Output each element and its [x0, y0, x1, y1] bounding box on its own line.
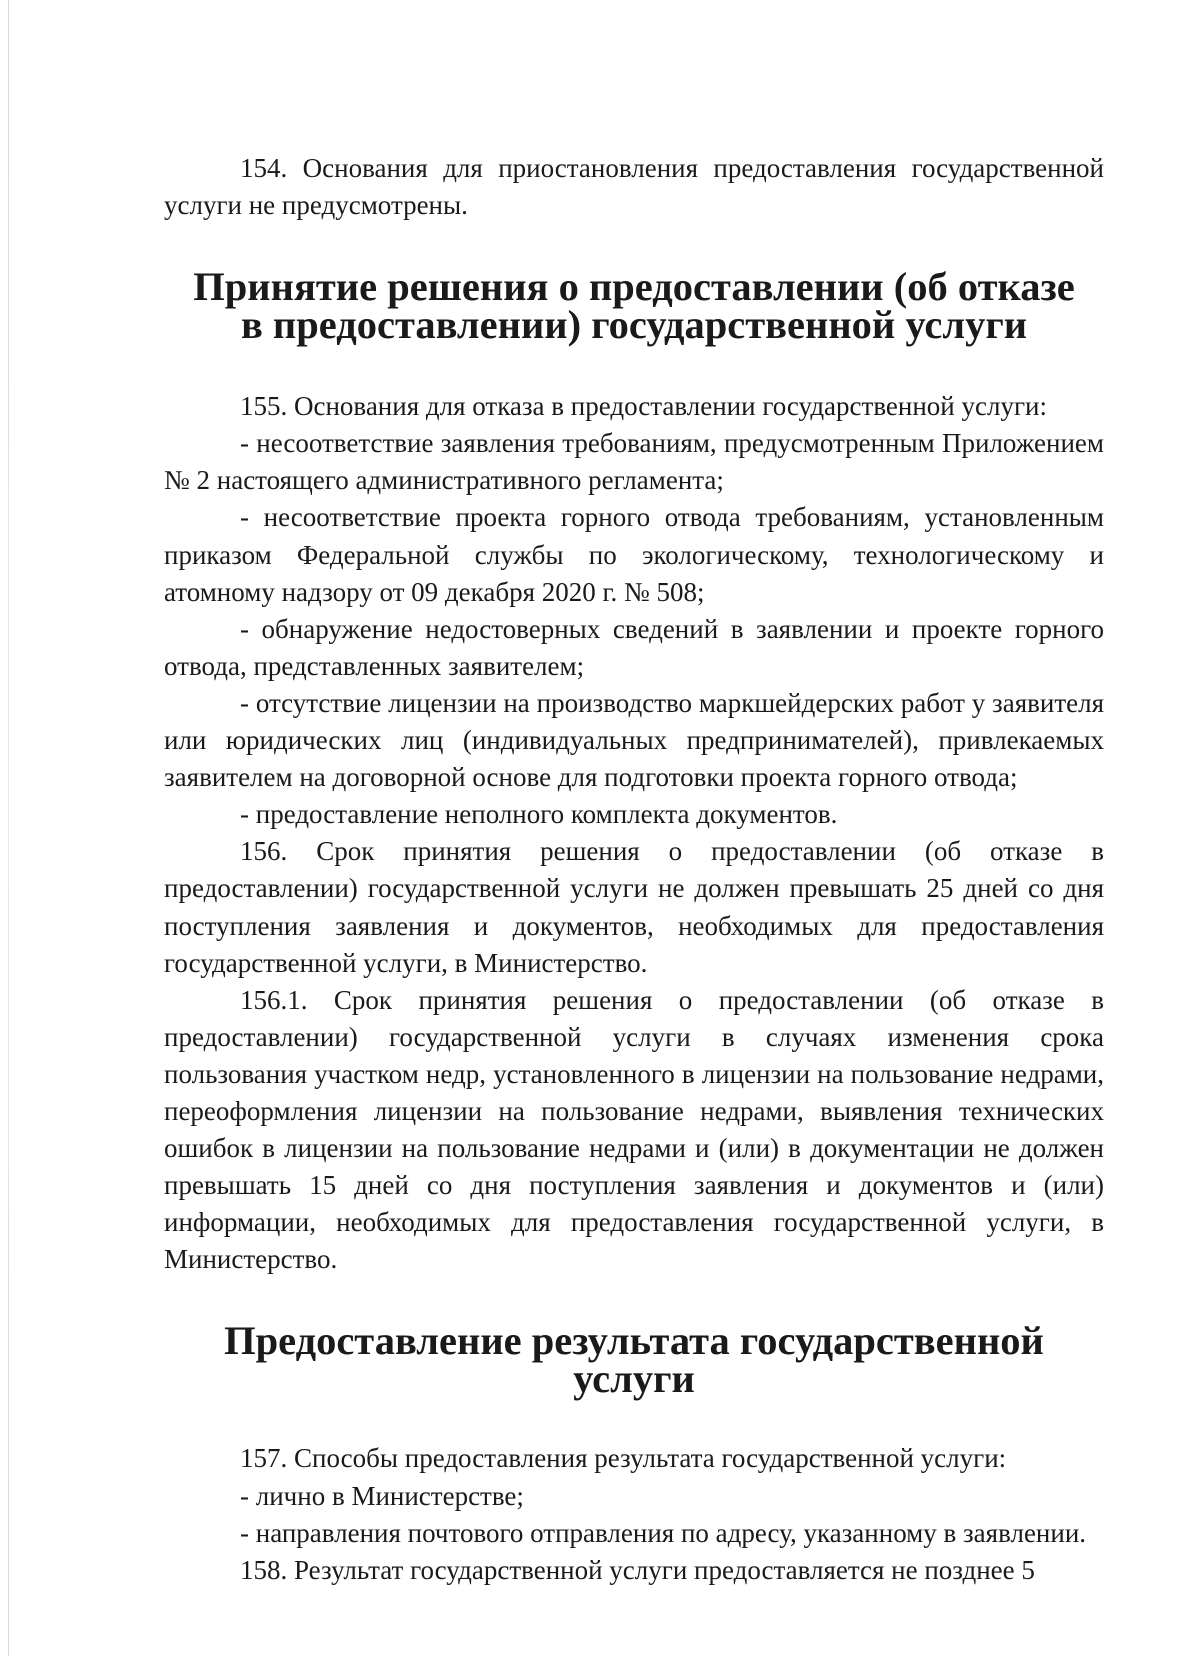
spacer: [164, 224, 1104, 268]
heading-line-1: Принятие решения о предоставлении (об отказе: [193, 264, 1075, 310]
section-heading-result: Предоставление результата государственной услуги: [224, 1318, 1044, 1402]
list-item-155-3: - обнаружение недостоверных сведений в заявлении и проекте горного отвода, представленных заявителем;: [164, 613, 1104, 681]
paragraph-155: 155. Основания для отказа в предоставлении государственной услуги:: [240, 391, 1047, 422]
list-item-155-1: - несоответствие заявления требованиям, предусмотренным Приложением № 2 настоящего административного регламента;: [164, 428, 1104, 496]
list-item-157-2: - направления почтового отправления по адресу, указанному в заявлении.: [240, 1517, 1087, 1548]
heading-line-2: в предоставлении) государственной услуги: [240, 302, 1028, 348]
list-item-155-5: - предоставление неполного комплекта документов.: [240, 799, 838, 830]
paragraph-157: 157. Способы предоставления результата государственной услуги:: [240, 1443, 1007, 1474]
list-item-155-2: - несоответствие проекта горного отвода требованиям, установленным приказом Федеральной службы по экологическому, технологическому и атомному надзору от 09 декабря 2020 г. № 508;: [164, 502, 1104, 607]
spacer: [164, 1398, 1104, 1440]
paragraph-156-1: 156.1. Срок принятия решения о предоставлении (об отказе в предоставлении) государственной услуги в случаях изменения срока пользования участком недр, установленного в лицензии на пользование недрами, переоформления лицензии на пользование недрами, выявления технических ошибок в лицензии на пользование недрами и (или) в документации не должен превышать 15 дней со дня поступления заявления и документов и (или) информации, необходимых для предоставления государственной услуги, в Министерство.: [164, 984, 1104, 1275]
list-item-155-4: - отсутствие лицензии на производство маркшейдерских работ у заявителя или юридических лиц (индивидуальных предпринимателей), привлекаемых заявителем на договорной основе для подготовки проекта горного отвода;: [164, 687, 1104, 793]
section-heading-decision: [164, 264, 1104, 348]
spacer: [164, 1278, 1104, 1322]
paragraph-154: 154. Основания для приостановления предоставления государственной услуги не предусмотрены.: [164, 153, 1104, 221]
paragraph-156: 156. Срок принятия решения о предоставлении (об отказе в предоставлении) государственной услуги не должен превышать 25 дней со дня поступления заявления и документов, необходимых для предоставления государственной услуги, в Министерство.: [164, 836, 1104, 978]
paragraph-158: 158. Результат государственной услуги предоставляется не позднее 5: [240, 1554, 1035, 1585]
scan-edge-line: [8, 0, 9, 1656]
spacer: [164, 344, 1104, 388]
list-item-157-1: - лично в Министерстве;: [240, 1480, 524, 1511]
document-body: [164, 150, 1104, 1589]
